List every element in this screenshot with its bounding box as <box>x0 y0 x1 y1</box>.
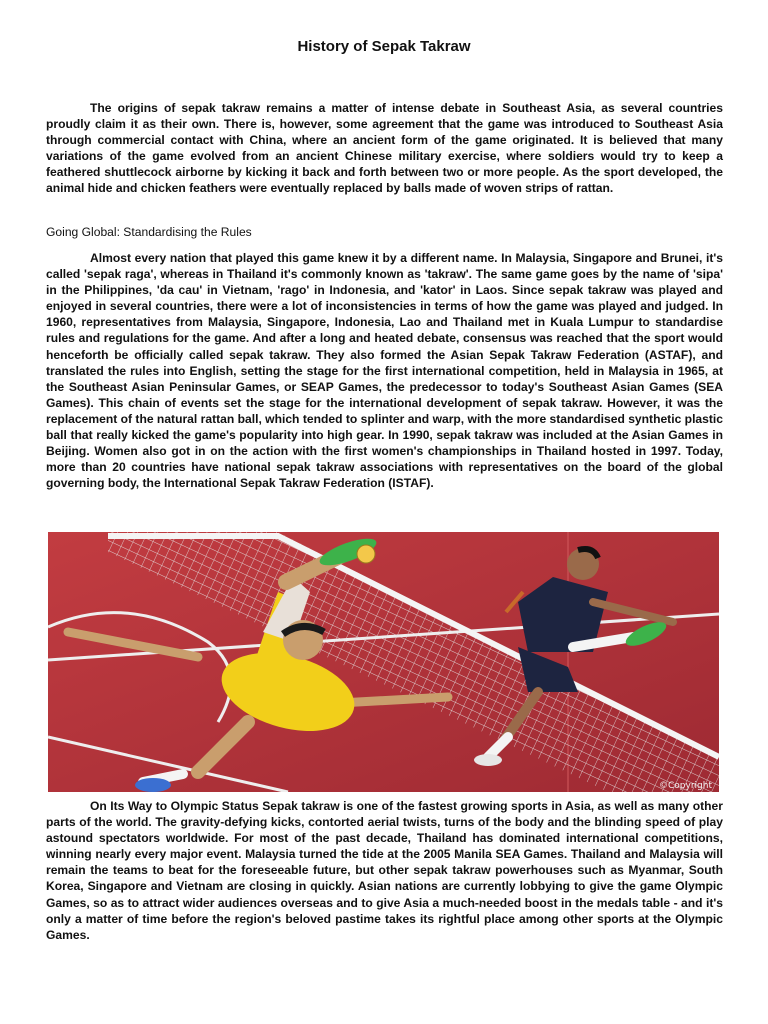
paragraph-going-global: Almost every nation that played this game knew it by a different name. In Malaysia, Singapore and Brunei, it's called 'sepak raga', whereas in Thailand it's commonly known as 'takraw'. The same game goes by the name of 'sipa' in the Philippines, 'da cau' in Vietnam, 'rago' in Indonesia, and 'kator' in Laos. Since sepak takraw was played and enjoyed in several countries, there were a lot of inconsistencies in terms of how the game was played and judged. In 1960, representatives from Malaysia, Singapore, Indonesia, Lao and Thailand met in Kuala Lumpur to standardise rules and regulations for the game. And after a long and heated debate, consensus was reached that the sport would henceforth be officially called sepak takraw. They also formed the Asian Sepak Takraw Federation (ASTAF), and translated the rules into English, setting the stage for the first international competition, held in Malaysia in 1965, at the Southeast Asian Peninsular Games, or SEAP Games, the predecessor to today's Southeast Asian Games (SEA Games). This chain of events set the stage for the international development of sepak takraw. However, it was the replacement of the natural rattan ball, which tended to splinter and warp, with the more standardised synthetic plastic ball that really kicked the game's popularity into high gear. In 1990, sepak takraw was included at the Asian Games in Beijing. Women also got in on the action with the first women's championships in Thailand hosted in 1997. Today, more than 20 countries have national sepak takraw associations with representatives on the board of the global governing body, the International Sepak Takraw Federation (ISTAF). <box>46 251 723 491</box>
page-title: History of Sepak Takraw <box>297 38 471 55</box>
takraw-ball <box>357 545 375 563</box>
paragraph-olympic-status: On Its Way to Olympic Status Sepak takraw is one of the fastest growing sports in Asia, as well as many other parts of the world. The gravity-defying kicks, contorted aerial twists, turns of the body and the blinding speed of play astound spectators worldwide. For most of the past decade, Thailand has dominated international competitions, winning nearly every major event. Malaysia turned the tide at the 2005 Manila SEA Games. Thailand and Malaysia will remain the teams to beat for the foreseeable future, but other sepak takraw powerhouses such as Myanmar, South Korea, Singapore and Vietnam are closing in quickly. Asian nations are currently lobbying to give the game Olympic Games, so as to attract wider audiences overseas and to give Asia a much-needed boost in the medals table - and it's only a matter of time before the region's beloved pastime takes its rightful place among other sports at the Olympic Games. <box>46 799 723 942</box>
section-heading: Going Global: Standardising the Rules <box>46 225 252 239</box>
sepak-takraw-photo <box>48 532 719 792</box>
photo-illustration <box>48 532 719 792</box>
photo-copyright-mark: ©Copyright <box>659 781 712 791</box>
paragraph-origins: The origins of sepak takraw remains a matter of intense debate in Southeast Asia, as several countries proudly claim it as their own. There is, however, some agreement that the game was introduced to Southeast Asia through commercial contact with China, where an ancient form of the game originated. It is believed that many variations of the game evolved from an ancient Chinese military exercise, where soldiers would try to keep a feathered shuttlecock airborne by kicking it back and forth between two or more people. As the sport developed, the animal hide and chicken feathers were eventually replaced by balls made of woven strips of rattan. <box>46 101 723 196</box>
